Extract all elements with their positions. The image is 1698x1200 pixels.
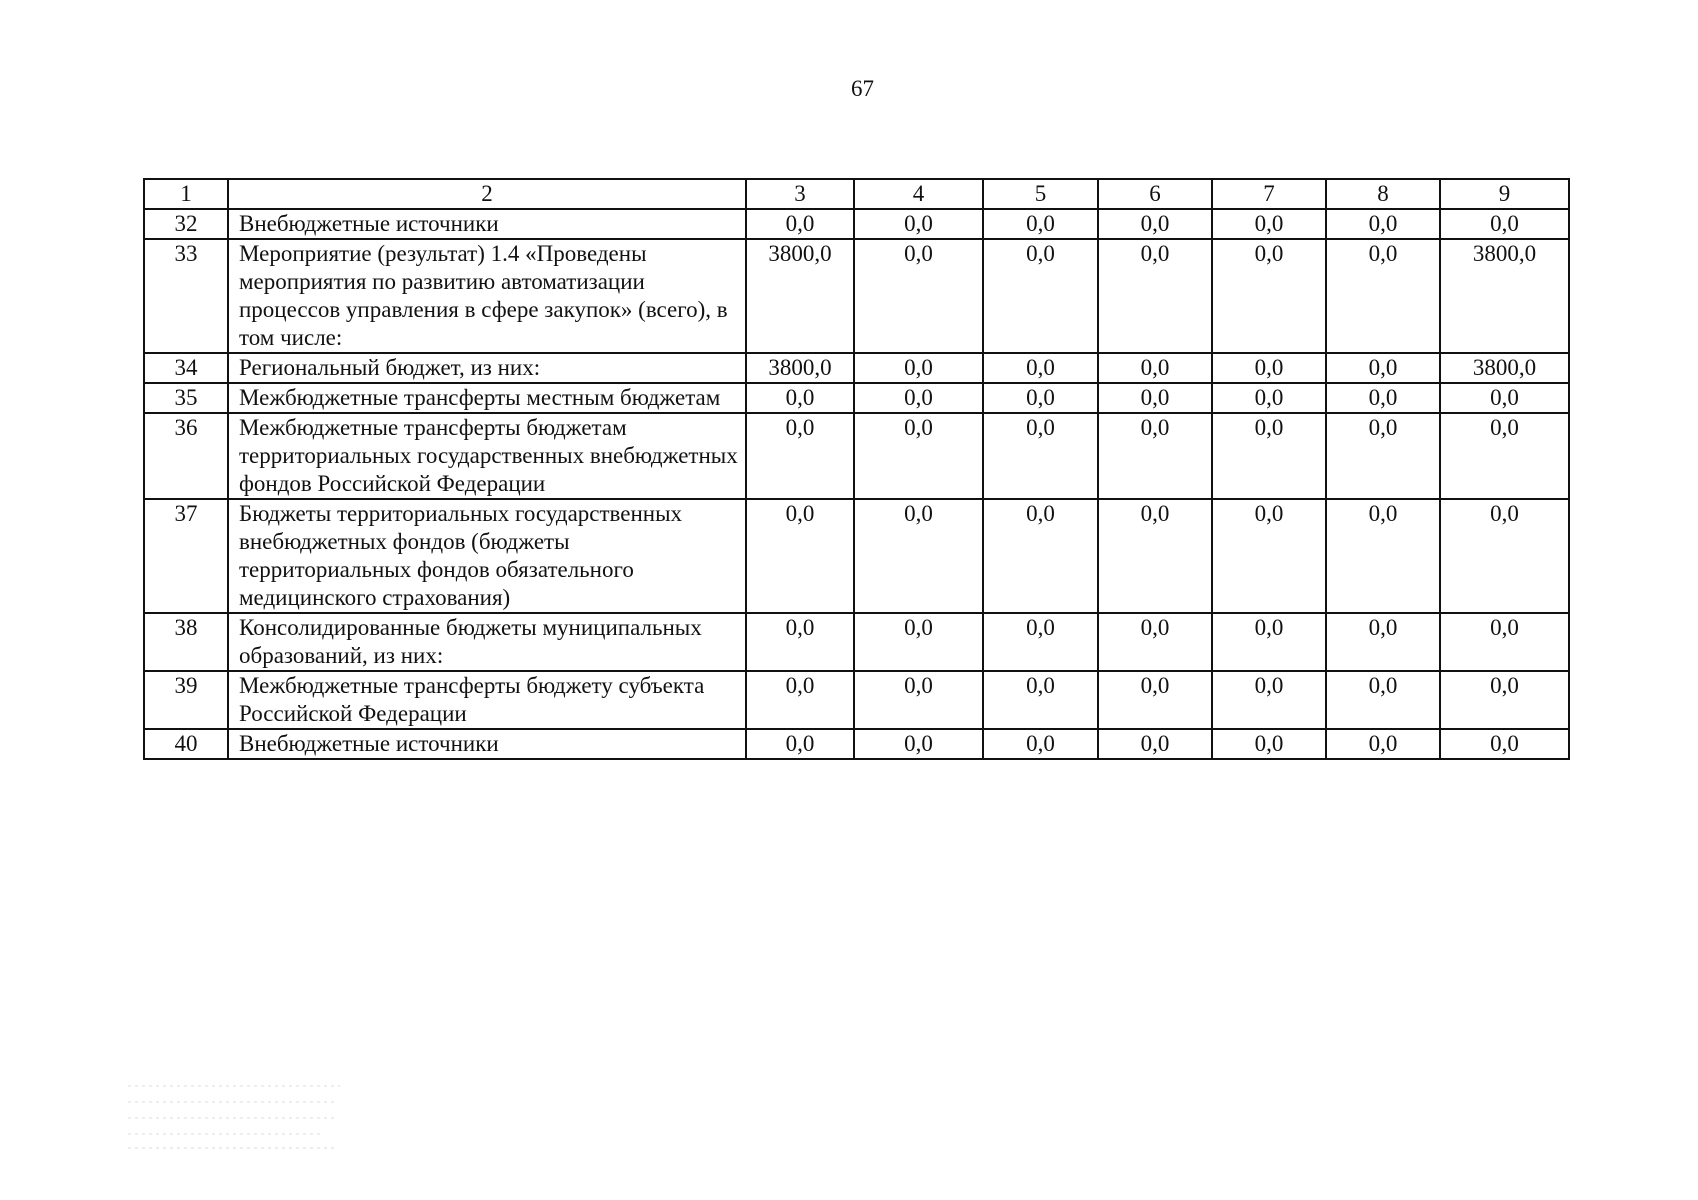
value-cell-col-9: 0,0 <box>1440 613 1569 671</box>
row-description: Межбюджетные трансферты бюджету субъекта Российской Федерации <box>228 671 746 729</box>
value-cell-col-8: 0,0 <box>1326 239 1440 353</box>
row-description: Региональный бюджет, из них: <box>228 353 746 383</box>
value-cell-col-5: 0,0 <box>983 353 1098 383</box>
page-number: 67 <box>851 76 874 101</box>
value-cell-col-3: 0,0 <box>746 499 854 613</box>
row-number: 38 <box>144 613 228 671</box>
table-row <box>144 671 1569 729</box>
value-cell-col-5: 0,0 <box>983 671 1098 729</box>
row-number: 32 <box>144 209 228 239</box>
column-header-9: 9 <box>1440 179 1569 209</box>
value-cell-col-9: 0,0 <box>1440 729 1569 759</box>
value-cell-col-3: 0,0 <box>746 671 854 729</box>
row-number: 36 <box>144 413 228 499</box>
value-cell-col-5: 0,0 <box>983 729 1098 759</box>
row-number: 37 <box>144 499 228 613</box>
value-cell-col-7: 0,0 <box>1212 209 1326 239</box>
value-cell-col-6: 0,0 <box>1098 413 1212 499</box>
value-cell-col-4: 0,0 <box>854 613 983 671</box>
column-header-4: 4 <box>854 179 983 209</box>
column-header-8: 8 <box>1326 179 1440 209</box>
column-header-1: 1 <box>144 179 228 209</box>
value-cell-col-9: 0,0 <box>1440 413 1569 499</box>
column-header-7: 7 <box>1212 179 1326 209</box>
value-cell-col-7: 0,0 <box>1212 413 1326 499</box>
value-cell-col-6: 0,0 <box>1098 499 1212 613</box>
value-cell-col-7: 0,0 <box>1212 671 1326 729</box>
value-cell-col-6: 0,0 <box>1098 209 1212 239</box>
value-cell-col-5: 0,0 <box>983 209 1098 239</box>
row-description: Мероприятие (результат) 1.4 «Проведены мероприятия по развитию автоматизации процессов управления в сфере закупок» (всего), в том числе: <box>228 239 746 353</box>
value-cell-col-3: 0,0 <box>746 383 854 413</box>
value-cell-col-7: 0,0 <box>1212 613 1326 671</box>
row-description: Межбюджетные трансферты бюджетам территориальных государственных внебюджетных фондов Российской Федерации <box>228 413 746 499</box>
value-cell-col-6: 0,0 <box>1098 729 1212 759</box>
value-cell-col-8: 0,0 <box>1326 499 1440 613</box>
budget-table <box>143 178 1570 760</box>
row-description: Внебюджетные источники <box>228 209 746 239</box>
value-cell-col-6: 0,0 <box>1098 613 1212 671</box>
value-cell-col-5: 0,0 <box>983 383 1098 413</box>
value-cell-col-9: 0,0 <box>1440 499 1569 613</box>
value-cell-col-9: 0,0 <box>1440 383 1569 413</box>
column-header-2: 2 <box>228 179 746 209</box>
column-header-6: 6 <box>1098 179 1212 209</box>
value-cell-col-5: 0,0 <box>983 413 1098 499</box>
value-cell-col-4: 0,0 <box>854 671 983 729</box>
value-cell-col-9: 0,0 <box>1440 209 1569 239</box>
row-description: Внебюджетные источники <box>228 729 746 759</box>
value-cell-col-8: 0,0 <box>1326 353 1440 383</box>
faded-stamp <box>124 1080 344 1152</box>
value-cell-col-3: 0,0 <box>746 413 854 499</box>
table-row <box>144 499 1569 613</box>
table-row <box>144 239 1569 353</box>
table-row <box>144 613 1569 671</box>
column-header-5: 5 <box>983 179 1098 209</box>
row-number: 34 <box>144 353 228 383</box>
value-cell-col-8: 0,0 <box>1326 209 1440 239</box>
value-cell-col-4: 0,0 <box>854 383 983 413</box>
value-cell-col-7: 0,0 <box>1212 353 1326 383</box>
value-cell-col-4: 0,0 <box>854 729 983 759</box>
value-cell-col-6: 0,0 <box>1098 383 1212 413</box>
table-row <box>144 383 1569 413</box>
column-header-3: 3 <box>746 179 854 209</box>
table-header-row <box>144 179 1569 209</box>
value-cell-col-7: 0,0 <box>1212 383 1326 413</box>
value-cell-col-5: 0,0 <box>983 613 1098 671</box>
value-cell-col-4: 0,0 <box>854 499 983 613</box>
value-cell-col-4: 0,0 <box>854 413 983 499</box>
value-cell-col-4: 0,0 <box>854 239 983 353</box>
value-cell-col-8: 0,0 <box>1326 383 1440 413</box>
value-cell-col-3: 0,0 <box>746 729 854 759</box>
table-row <box>144 209 1569 239</box>
value-cell-col-3: 0,0 <box>746 209 854 239</box>
value-cell-col-3: 3800,0 <box>746 239 854 353</box>
value-cell-col-9: 0,0 <box>1440 671 1569 729</box>
value-cell-col-4: 0,0 <box>854 353 983 383</box>
row-number: 35 <box>144 383 228 413</box>
value-cell-col-3: 0,0 <box>746 613 854 671</box>
value-cell-col-7: 0,0 <box>1212 729 1326 759</box>
value-cell-col-5: 0,0 <box>983 499 1098 613</box>
row-number: 33 <box>144 239 228 353</box>
value-cell-col-4: 0,0 <box>854 209 983 239</box>
value-cell-col-9: 3800,0 <box>1440 353 1569 383</box>
value-cell-col-7: 0,0 <box>1212 239 1326 353</box>
value-cell-col-6: 0,0 <box>1098 353 1212 383</box>
value-cell-col-8: 0,0 <box>1326 413 1440 499</box>
value-cell-col-9: 3800,0 <box>1440 239 1569 353</box>
value-cell-col-6: 0,0 <box>1098 239 1212 353</box>
value-cell-col-5: 0,0 <box>983 239 1098 353</box>
table-row <box>144 413 1569 499</box>
row-description: Консолидированные бюджеты муниципальных образований, из них: <box>228 613 746 671</box>
value-cell-col-6: 0,0 <box>1098 671 1212 729</box>
value-cell-col-3: 3800,0 <box>746 353 854 383</box>
row-number: 39 <box>144 671 228 729</box>
row-description: Бюджеты территориальных государственных внебюджетных фондов (бюджеты территориальных фондов обязательного медицинского страхования) <box>228 499 746 613</box>
value-cell-col-7: 0,0 <box>1212 499 1326 613</box>
table-row <box>144 353 1569 383</box>
value-cell-col-8: 0,0 <box>1326 671 1440 729</box>
row-number: 40 <box>144 729 228 759</box>
table-row <box>144 729 1569 759</box>
row-description: Межбюджетные трансферты местным бюджетам <box>228 383 746 413</box>
value-cell-col-8: 0,0 <box>1326 613 1440 671</box>
value-cell-col-8: 0,0 <box>1326 729 1440 759</box>
